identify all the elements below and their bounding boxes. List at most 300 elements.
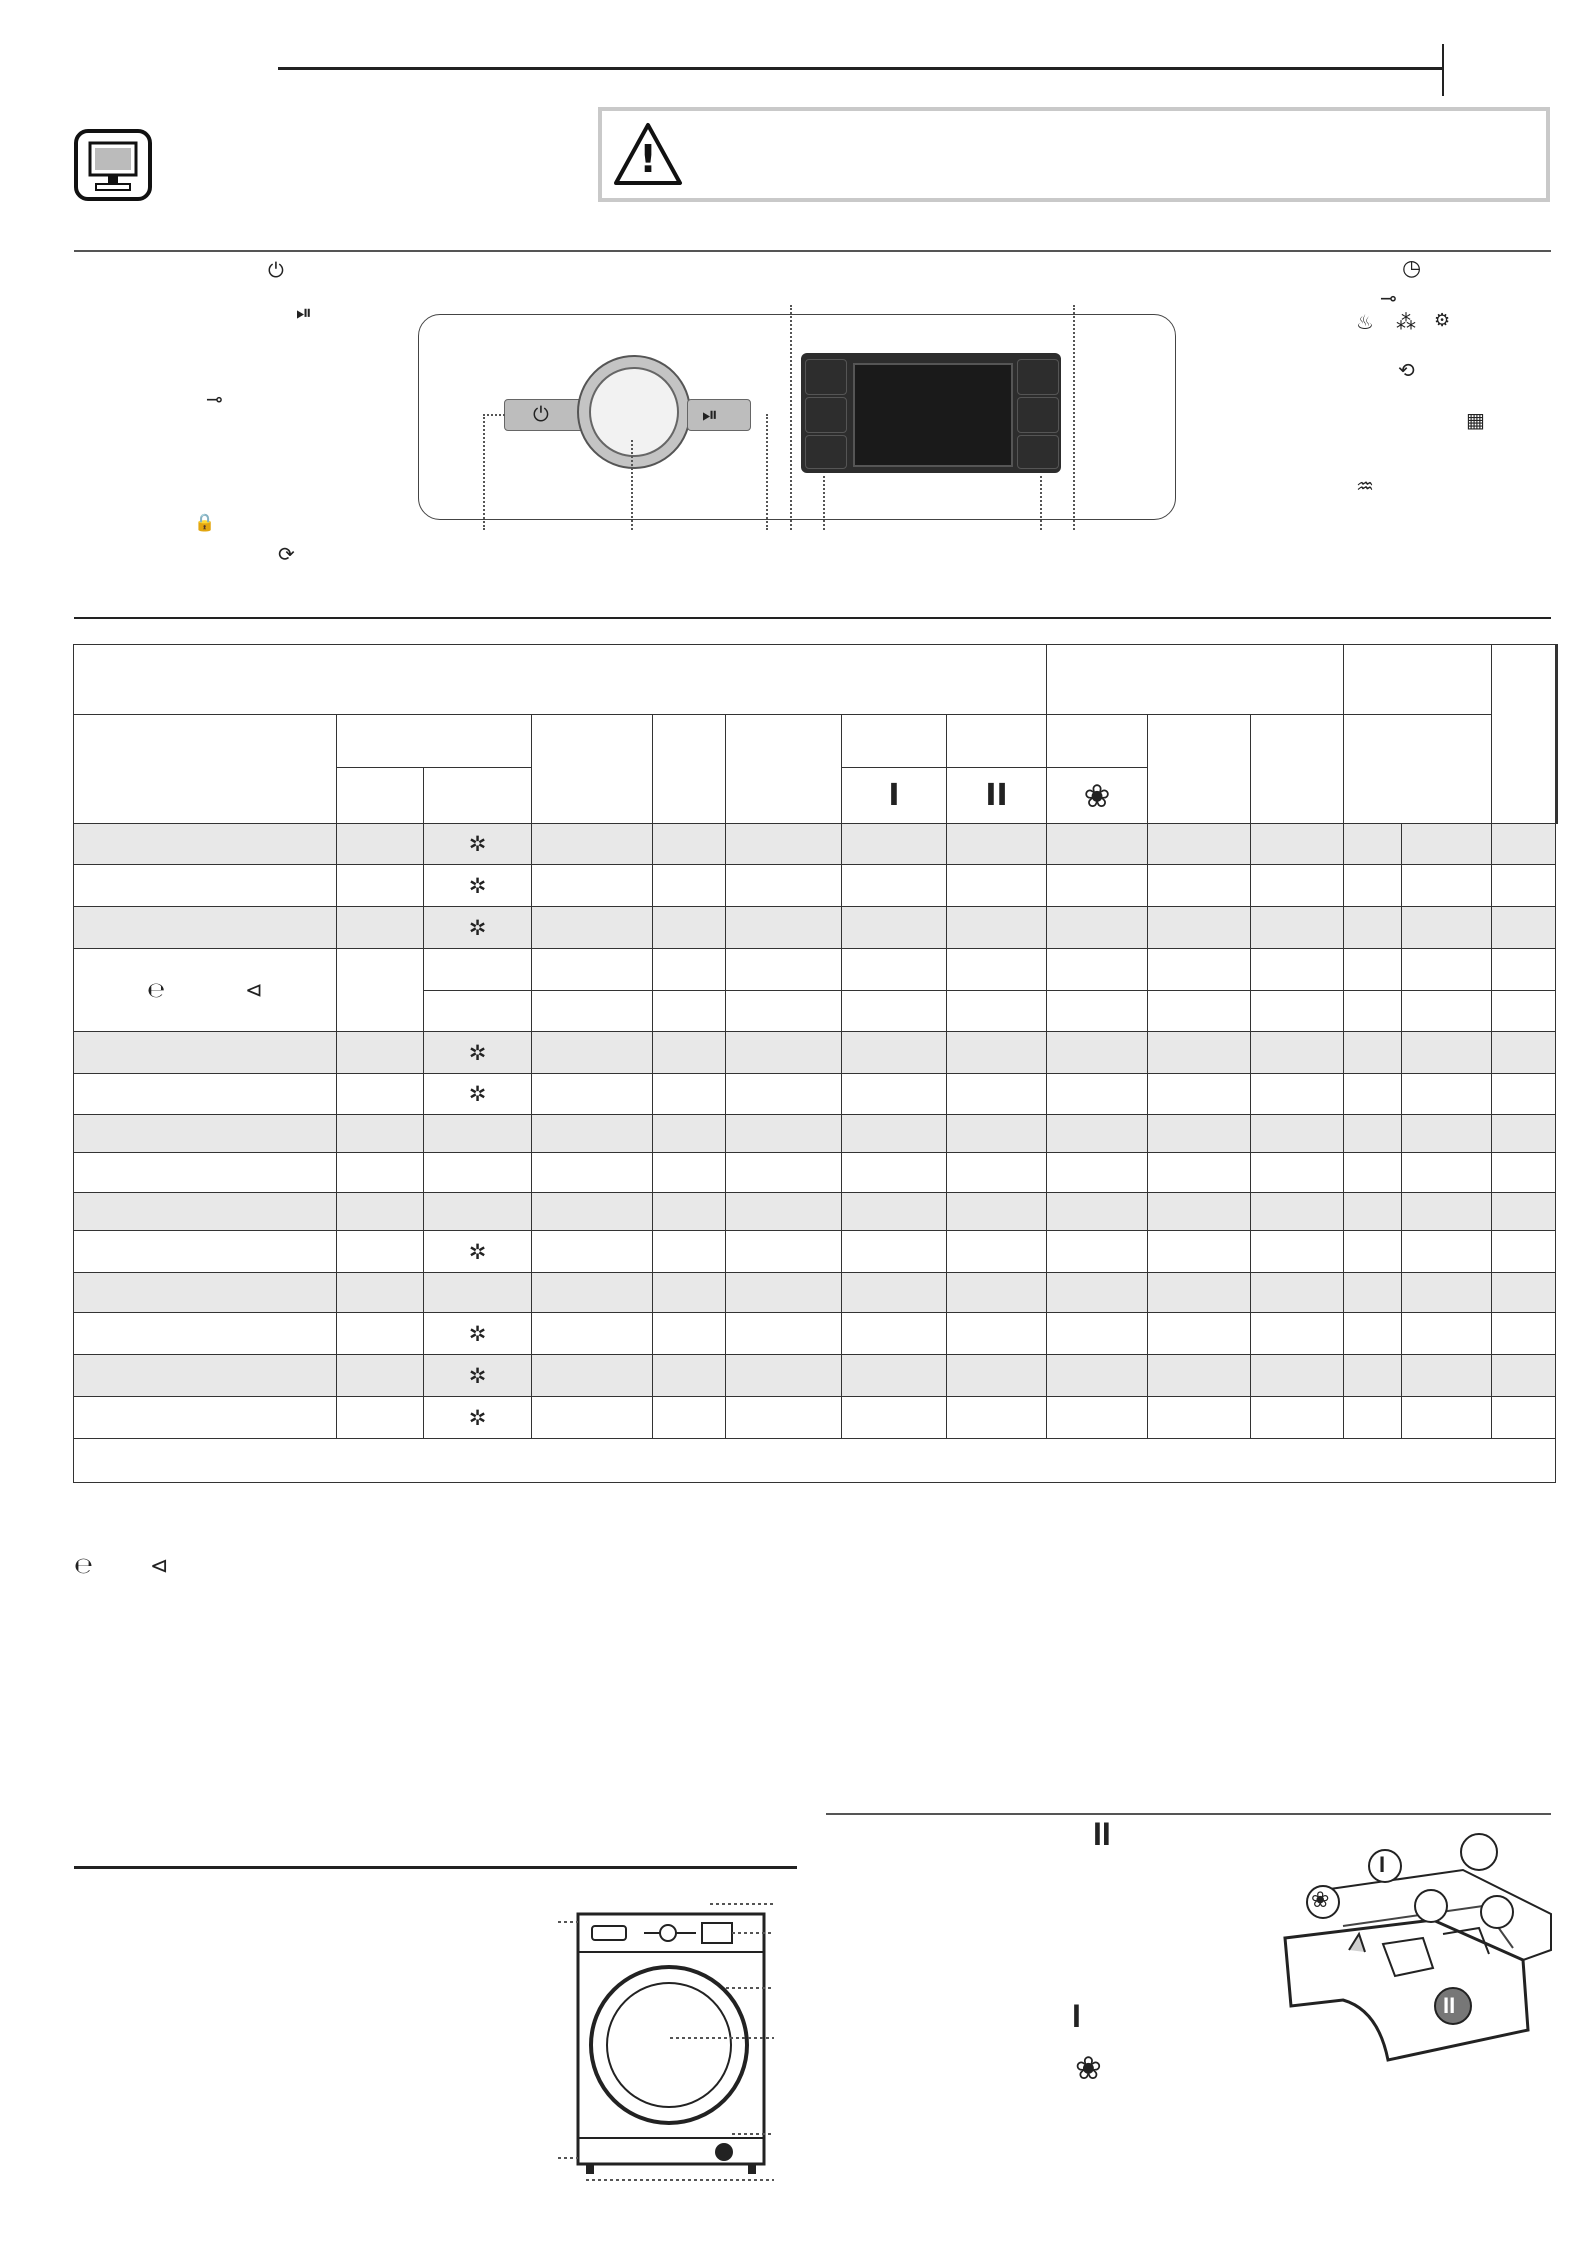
table-cell [532,1115,653,1153]
detergent-header-ii: II [947,768,1047,824]
table-cell [1344,1032,1402,1074]
table-cell [947,1115,1047,1153]
table-header-cell [653,715,726,824]
table-cell [1251,1313,1344,1355]
spin-mark-cell [424,949,532,991]
key-icon-right: ⊸ [1380,286,1397,310]
table-header-cell [337,715,532,768]
spin-mark-cell [424,1074,532,1115]
table-cell [1344,991,1402,1032]
table-cell [532,1153,653,1193]
table-cell [1344,1153,1402,1193]
eco-label-symbol: ⊲ [150,1554,169,1579]
grid-icon: ▦ [1466,408,1485,432]
section-rule-2 [74,617,1551,619]
leader-line [483,414,505,416]
table-cell [653,1231,726,1273]
drawer-label-ii: II [1443,1993,1456,2018]
power-icon: ⏻ [268,258,284,282]
table-cell [1047,1074,1148,1115]
table-cell [1402,949,1492,991]
table-cell [1492,1355,1556,1397]
table-cell [1402,907,1492,949]
table-cell [842,865,947,907]
display-button-left-1[interactable] [805,359,847,395]
table-cell [337,1313,424,1355]
table-header-cell [1557,645,1558,824]
eco-program-cell [74,949,337,1032]
leader-line [483,414,485,530]
table-cell [653,1032,726,1074]
section-rule-3 [74,1866,797,1869]
table-cell [1047,824,1148,865]
detergent-header-i: I [842,768,947,824]
table-cell [337,907,424,949]
table-cell [1492,1397,1556,1439]
table-cell [532,1231,653,1273]
spin-mark-cell [424,1115,532,1153]
leader-line [823,476,825,530]
table-cell [1344,907,1402,949]
table-cell [1492,907,1556,949]
detergent-drawer-illustration [1283,1830,1553,2080]
table-cell [842,1273,947,1313]
spin-mark-cell [424,991,532,1032]
table-cell [74,1074,337,1115]
spin-mark-cell [424,1397,532,1439]
table-cell [74,1032,337,1074]
table-cell [1047,1115,1148,1153]
snowflake-icon: ✲ [468,1082,487,1106]
table-cell [1402,824,1492,865]
table-cell [1251,1074,1344,1115]
snowflake-icon: ✲ [468,1321,487,1346]
table-row [74,1074,1558,1115]
table-header-cell [424,768,532,824]
table-cell [337,865,424,907]
table-cell [1344,1193,1402,1231]
display-button-left-3[interactable] [805,435,847,469]
table-row [74,1313,1558,1355]
display-button-left-2[interactable] [805,397,847,433]
table-row [74,949,1558,991]
table-cell [947,865,1047,907]
snowflake-icon: ✲ [468,915,487,940]
warning-triangle-icon [612,121,684,189]
table-cell [337,1397,424,1439]
table-cell [1402,1074,1492,1115]
restart-icon: ⟳ [278,542,295,566]
table-cell [726,824,842,865]
table-cell [1047,1313,1148,1355]
spin-mark-cell [424,824,532,865]
leader-line [1040,476,1042,530]
display-button-right-1[interactable] [1017,359,1059,395]
spin-mark-cell [424,865,532,907]
table-cell [1047,865,1148,907]
table-cell [653,949,726,991]
section-rule-4 [826,1813,1551,1815]
table-cell [653,991,726,1032]
power-button[interactable] [504,399,584,431]
table-cell [1047,1032,1148,1074]
table-cell [1492,1193,1556,1231]
table-cell [842,949,947,991]
table-cell [726,1074,842,1115]
table-cell [74,865,337,907]
snowflake-icon: ✲ [468,1363,487,1388]
table-cell [74,1313,337,1355]
table-cell [337,1153,424,1193]
table-cell [653,824,726,865]
table-cell [1047,1355,1148,1397]
key-icon: ⊸ [206,387,223,411]
table-cell [1402,1032,1492,1074]
table-cell [842,1153,947,1193]
table-cell [1251,1193,1344,1231]
table-cell [532,865,653,907]
rinse-icon: ♒ [1356,474,1374,498]
table-cell [1344,824,1402,865]
table-header-cell [1344,645,1492,715]
spin-mark-cell [424,907,532,949]
table-cell [726,1273,842,1313]
table-cell [337,1193,424,1231]
table-cell [842,1231,947,1273]
table-cell [74,1231,337,1273]
table-cell [1251,1032,1344,1074]
table-row [74,907,1558,949]
table-cell [532,991,653,1032]
table-cell [653,1193,726,1231]
table-cell [74,1355,337,1397]
table-row [74,1231,1558,1273]
table-cell [1148,1397,1251,1439]
table-cell [653,1355,726,1397]
table-cell [74,1397,337,1439]
snowflake-icon: ✲ [468,873,487,898]
delay-timer-icon: ◷ [1402,256,1422,281]
table-cell [1047,991,1148,1032]
table-cell [653,1115,726,1153]
table-cell [842,1074,947,1115]
table-cell [1402,1313,1492,1355]
leader-line [631,440,633,530]
table-cell [947,1313,1047,1355]
table-cell [726,1115,842,1153]
table-cell [947,1032,1047,1074]
table-cell [653,1397,726,1439]
table-row [74,1193,1558,1231]
section-rule-1 [74,250,1551,252]
table-cell [337,949,424,1032]
display-screen [853,363,1013,467]
table-cell [726,1032,842,1074]
table-cell [532,1074,653,1115]
display-button-right-3[interactable] [1017,435,1059,469]
table-footer-row [74,1439,1556,1483]
start-pause-button-icon: ⏯ [702,402,718,426]
table-cell [947,1355,1047,1397]
top-rule [278,67,1444,70]
leader-line [790,305,792,530]
table-cell [337,1074,424,1115]
display-button-right-2[interactable] [1017,397,1059,433]
table-cell [1402,1355,1492,1397]
table-cell [1047,1397,1148,1439]
table-cell [1492,1273,1556,1313]
table-cell [1047,949,1148,991]
table-cell [1402,1153,1492,1193]
spin-mark-cell [424,1231,532,1273]
table-cell [1047,1273,1148,1313]
spin-mark-cell [424,1273,532,1313]
table-header-cell [337,768,424,824]
warning-exclamation: ! [639,137,657,181]
detergent-symbol-ii: II [1093,1816,1111,1852]
spin-mark-cell [424,1313,532,1355]
table-cell [74,1153,337,1193]
table-row [74,824,1558,865]
display-panel [801,353,1061,473]
table-cell [842,1115,947,1153]
table-cell [1148,1313,1251,1355]
table-cell [947,824,1047,865]
table-cell [74,1115,337,1153]
table-cell [947,907,1047,949]
table-cell [1344,1313,1402,1355]
options-icon: ⚙ [1434,310,1451,331]
steam-icon: ♨ [1356,310,1374,334]
table-cell [842,1032,947,1074]
table-cell [337,1273,424,1313]
table-cell [1344,1273,1402,1313]
drawer-label-softener: ❀ [1311,1888,1330,1913]
table-cell [726,1193,842,1231]
table-cell [947,1397,1047,1439]
table-cell [726,991,842,1032]
table-cell [1251,1231,1344,1273]
table-cell [532,1193,653,1231]
table-cell [1251,949,1344,991]
table-cell [1492,865,1556,907]
table-cell [1047,1193,1148,1231]
table-header-cell [74,715,337,824]
snowflake-icon: ✲ [468,832,487,856]
table-cell [842,1193,947,1231]
snowflake-icon: ✲ [468,1239,487,1264]
table-cell [947,1153,1047,1193]
program-dial-knob [589,367,679,457]
lock-icon: 🔒 [194,513,216,533]
table-cell [532,824,653,865]
table-cell [842,1355,947,1397]
table-cell [1251,907,1344,949]
table-cell [947,1074,1047,1115]
softener-flower-icon: ❀ [1075,2049,1102,2087]
table-header-cell [947,715,1047,768]
table-cell [947,991,1047,1032]
drawer-label-i: I [1379,1852,1386,1877]
table-header-cell [1047,645,1344,715]
control-panel [418,314,1176,520]
table-cell [653,1074,726,1115]
table-cell [1148,907,1251,949]
table-cell [532,1273,653,1313]
table-cell [1251,1397,1344,1439]
table-cell [532,1397,653,1439]
table-cell [1148,865,1251,907]
table-cell [1047,1153,1148,1193]
washing-machine-illustration [556,1888,786,2188]
table-cell [726,865,842,907]
table-cell [1402,1115,1492,1153]
spin-mark-cell [424,1032,532,1074]
table-cell [726,1231,842,1273]
table-cell [1492,824,1556,865]
start-pause-icon: ⏯ [296,300,312,324]
table-cell [337,1032,424,1074]
eco-estimated-symbol: ℮ [74,1554,93,1579]
table-cell [1251,1153,1344,1193]
table-header-cell [1047,715,1148,768]
monitor-icon [74,129,152,201]
table-cell [1402,1231,1492,1273]
table-cell [1492,1074,1556,1115]
table-row [74,1273,1558,1313]
table-cell [1492,1153,1556,1193]
table-cell [1148,1193,1251,1231]
table-cell [1148,949,1251,991]
table-cell [74,824,337,865]
table-cell [1148,1355,1251,1397]
table-cell [532,1313,653,1355]
warning-box [598,107,1550,202]
table-cell [653,865,726,907]
start-pause-button[interactable] [687,399,751,431]
table-cell [1251,1115,1344,1153]
table-cell [842,1313,947,1355]
table-cell [1492,1032,1556,1074]
detergent-header-softener: ❀ [1047,768,1148,824]
table-cell [1344,1231,1402,1273]
table-cell [947,949,1047,991]
detergent-symbol-i: I [1072,1998,1081,2034]
table-cell [1402,865,1492,907]
program-dial[interactable] [577,355,691,469]
table-cell [1492,1313,1556,1355]
table-cell [1492,1115,1556,1153]
table-cell [1148,991,1251,1032]
table-cell [532,1355,653,1397]
table-cell [1148,1153,1251,1193]
table-cell [1148,824,1251,865]
power-button-icon: ⏻ [533,402,549,426]
table-cell [1148,1074,1251,1115]
table-row [74,865,1558,907]
table-cell [726,1355,842,1397]
table-row [74,1397,1558,1439]
table-cell [1492,991,1556,1032]
table-header-cell [1148,715,1251,824]
table-cell [726,1153,842,1193]
table-header-cell [1251,715,1344,824]
table-cell [1251,824,1344,865]
table-header-cell [842,715,947,768]
table-cell [1492,949,1556,991]
table-cell [1251,1355,1344,1397]
table-cell [726,907,842,949]
top-rule-tick [1442,44,1444,96]
table-cell [1344,1397,1402,1439]
table-cell [947,1193,1047,1231]
table-cell [653,907,726,949]
table-cell [74,1193,337,1231]
table-header-cell [1492,645,1556,824]
spin-mark-cell [424,1355,532,1397]
table-cell [1047,907,1148,949]
leader-line [766,414,768,530]
table-cell [1402,991,1492,1032]
table-cell [1402,1397,1492,1439]
table-header-cell [74,645,1047,715]
table-cell [1402,1193,1492,1231]
table-cell [1344,1355,1402,1397]
table-cell [1251,865,1344,907]
table-cell [337,1115,424,1153]
table-cell [653,1313,726,1355]
table-cell [532,1032,653,1074]
table-cell [842,824,947,865]
table-row [74,1115,1558,1153]
table-cell [726,1313,842,1355]
fresh-icon: ⁂ [1396,310,1416,334]
table-cell [653,1153,726,1193]
table-cell [74,1273,337,1313]
eco-label-symbol: ⊲ [245,978,263,1002]
table-row [74,1032,1558,1074]
table-cell [74,907,337,949]
table-cell [947,1273,1047,1313]
table-row [74,1153,1558,1193]
table-cell [726,1397,842,1439]
table-cell [1148,1032,1251,1074]
table-cell [947,1231,1047,1273]
spin-icon: ⟲ [1398,358,1415,382]
spin-mark-cell [424,1153,532,1193]
table-cell [532,949,653,991]
table-cell [1344,949,1402,991]
table-cell [1047,1231,1148,1273]
table-cell [337,1231,424,1273]
program-table-body [74,824,1558,1439]
table-cell [842,1397,947,1439]
spin-mark-cell [424,1193,532,1231]
snowflake-icon: ✲ [468,1405,487,1430]
table-cell [1344,865,1402,907]
table-cell [1402,1273,1492,1313]
eco-estimated-symbol: ℮ [147,978,166,1002]
table-cell [726,949,842,991]
table-cell [1492,1231,1556,1273]
table-cell [842,991,947,1032]
table-cell [337,1355,424,1397]
table-header-cell [726,715,842,824]
program-table [73,644,1558,1483]
table-cell [1148,1115,1251,1153]
table-header-cell [532,715,653,824]
table-cell [1344,1074,1402,1115]
